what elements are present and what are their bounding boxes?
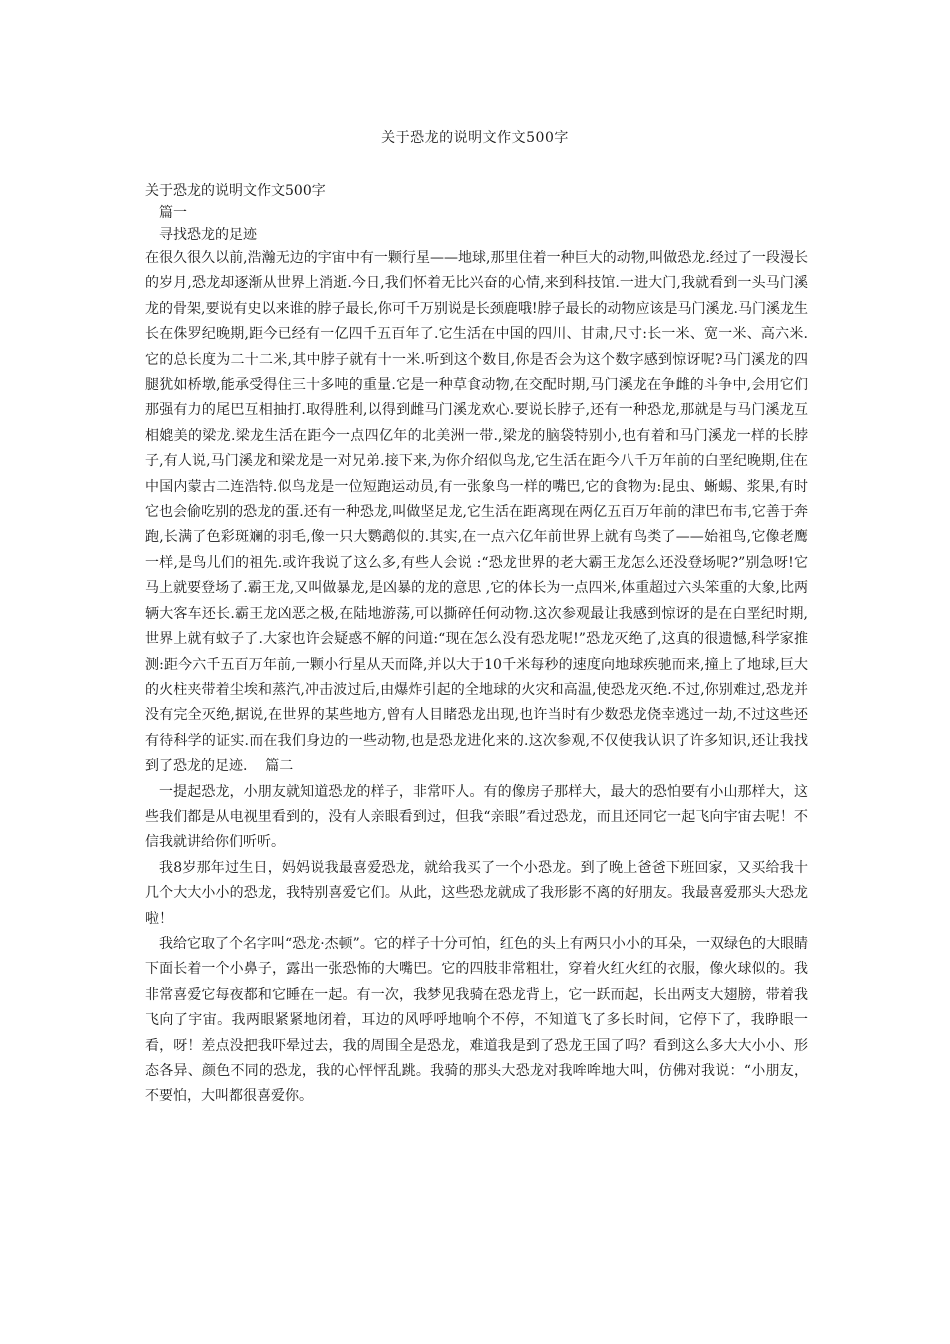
section-1-label: 篇一 xyxy=(159,205,187,221)
section-1-body-text: 在很久很久以前,浩瀚无边的宇宙中有一颗行星——地球,那里住着一种巨大的动物,叫做恐龙.经过了一段漫长的岁月,恐龙却逐渐从世界上消逝.今日,我们怀着无比兴奋的心情,来到科技馆.一进大门,我就看到一头马门溪龙的骨架,要说有史以来谁的脖子最长,你可千万别说是长颈鹿哦!脖子最长的动物应该是马门溪龙.马门溪龙生长在侏罗纪晚期,距今已经有一亿四千五百年了.它生活在中国的四川、甘肃,尺寸:长一米、宽一米、高六米.它的总长度为二十二米,其中脖子就有十一米.听到这个数目,你是否会为这个数字感到惊讶呢?马门溪龙的四腿犹如桥墩,能承受得住三十多吨的重量.它是一种草食动物,在交配时期,马门溪龙在争雌的斗争中,会用它们那强有力的尾巴互相抽打.取得胜利,以得到雌马门溪龙欢心.要说长脖子,还有一种恐龙,那就是与马门溪龙互相媲美的梁龙.梁龙生活在距今一点四亿年的北美洲一带.,梁龙的脑袋特别小,也有着和马门溪龙一样的长脖子,有人说,马门溪龙和梁龙是一对兄弟.接下来,为你介绍似鸟龙,它生活在距今八千万年前的白垩纪晚期,住在中国内蒙古二连浩特.似鸟龙是一位短跑运动员,有一张象鸟一样的嘴巴,它的食物为:昆虫、蜥蜴、浆果,有时它也会偷吃别的恐龙的蛋.还有一种恐龙,叫做坚足龙,它生活在距离现在两亿五百万年前的津巴布韦,它善于奔跑,长满了色彩斑斓的羽毛,像一只大鹦鹉似的.其实,在一点六亿年前世界上就有鸟类了——始祖鸟,它像老鹰一样,是鸟儿们的祖先.或许我说了这么多,有些人会说 :“恐龙世界的老大霸王龙怎么还没登场呢?”别急呀!它马上就要登场了.霸王龙,又叫做暴龙,是凶暴的龙的意思 ,它的体长为一点四米,体重超过六头笨重的大象,比两辆大客车还长.霸王龙凶恶之极,在陆地游荡,可以撕碎任何动物.这次参观最让我感到惊讶的是在白垩纪时期,世界上就有蚊子了.大家也许会疑惑不解的问道:“现在怎么没有恐龙呢!”恐龙灭绝了,这真的很遗憾,科学家推测:距今六千五百万年前,一颗小行星从天而降,并以大于10千米每秒的速度向地球疾驰而来,撞上了地球,巨大的火柱夹带着尘埃和蒸汽,冲击波过后,由爆炸引起的全地球的火灾和高温,使恐龙灭绝.不过,你别难过,恐龙并没有完全灭绝,据说,在世界的某些地方,曾有人目睹恐龙出现,也许当时有少数恐龙侥幸逃过一劫,不过这些还有待科学的证实.而在我们身边的一些动物,也是恐龙进化来的.这次参观,不仅使我认识了许多知识,还让我找到了恐龙的足迹. xyxy=(145,250,808,775)
document-subtitle: 关于恐龙的说明文作文500字 xyxy=(145,183,326,199)
section-1-body xyxy=(145,246,808,780)
document-title: 关于恐龙的说明文作文500字 xyxy=(381,130,569,146)
section-2-paragraph: 我8岁那年过生日，妈妈说我最喜爱恐龙，就给我买了一个小恐龙。到了晚上爸爸下班回家，又买给我十几个大大小小的恐龙，我特别喜爱它们。从此，这些恐龙就成了我形影不离的好朋友。我最喜爱那头大恐龙啦！ xyxy=(145,859,808,927)
section-2-paragraph: 我给它取了个名字叫“恐龙·杰顿”。它的样子十分可怕，红色的头上有两只小小的耳朵，一双绿色的大眼睛下面长着一个小鼻子，露出一张恐怖的大嘴巴。它的四肢非常粗壮，穿着火红火红的衣服，像火球似的。我非常喜爱它每夜都和它睡在一起。有一次，我梦见我骑在恐龙背上，它一跃而起，长出两支大翅膀，带着我飞向了宇宙。我两眼紧紧地闭着，耳边的风呼呼地响个不停，不知道飞了多长时间，它停下了，我睁眼一看，呀！差点没把我吓晕过去，我的周围全是恐龙，难道我是到了恐龙王国了吗？看到这么多大大小小、形态各异、颜色不同的恐龙，我的心怦怦乱跳。我骑的那头大恐龙对我哞哞地大叫，仿佛对我说：“小朋友，不要怕，大叫都很喜爱你。 xyxy=(145,935,808,1105)
section-2-label: 篇二 xyxy=(265,758,294,775)
document-content xyxy=(145,180,808,1110)
section-2-paragraph: 一提起恐龙，小朋友就知道恐龙的样子，非常吓人。有的像房子那样大，最大的恐怕要有小山那样大，这些我们都是从电视里看到的，没有人亲眼看到过，但我“亲眼”看过恐龙，而且还同它一起飞向宇宙去呢！不信我就讲给你们听听。 xyxy=(145,783,808,851)
section-1-heading: 寻找恐龙的足迹 xyxy=(159,227,257,243)
